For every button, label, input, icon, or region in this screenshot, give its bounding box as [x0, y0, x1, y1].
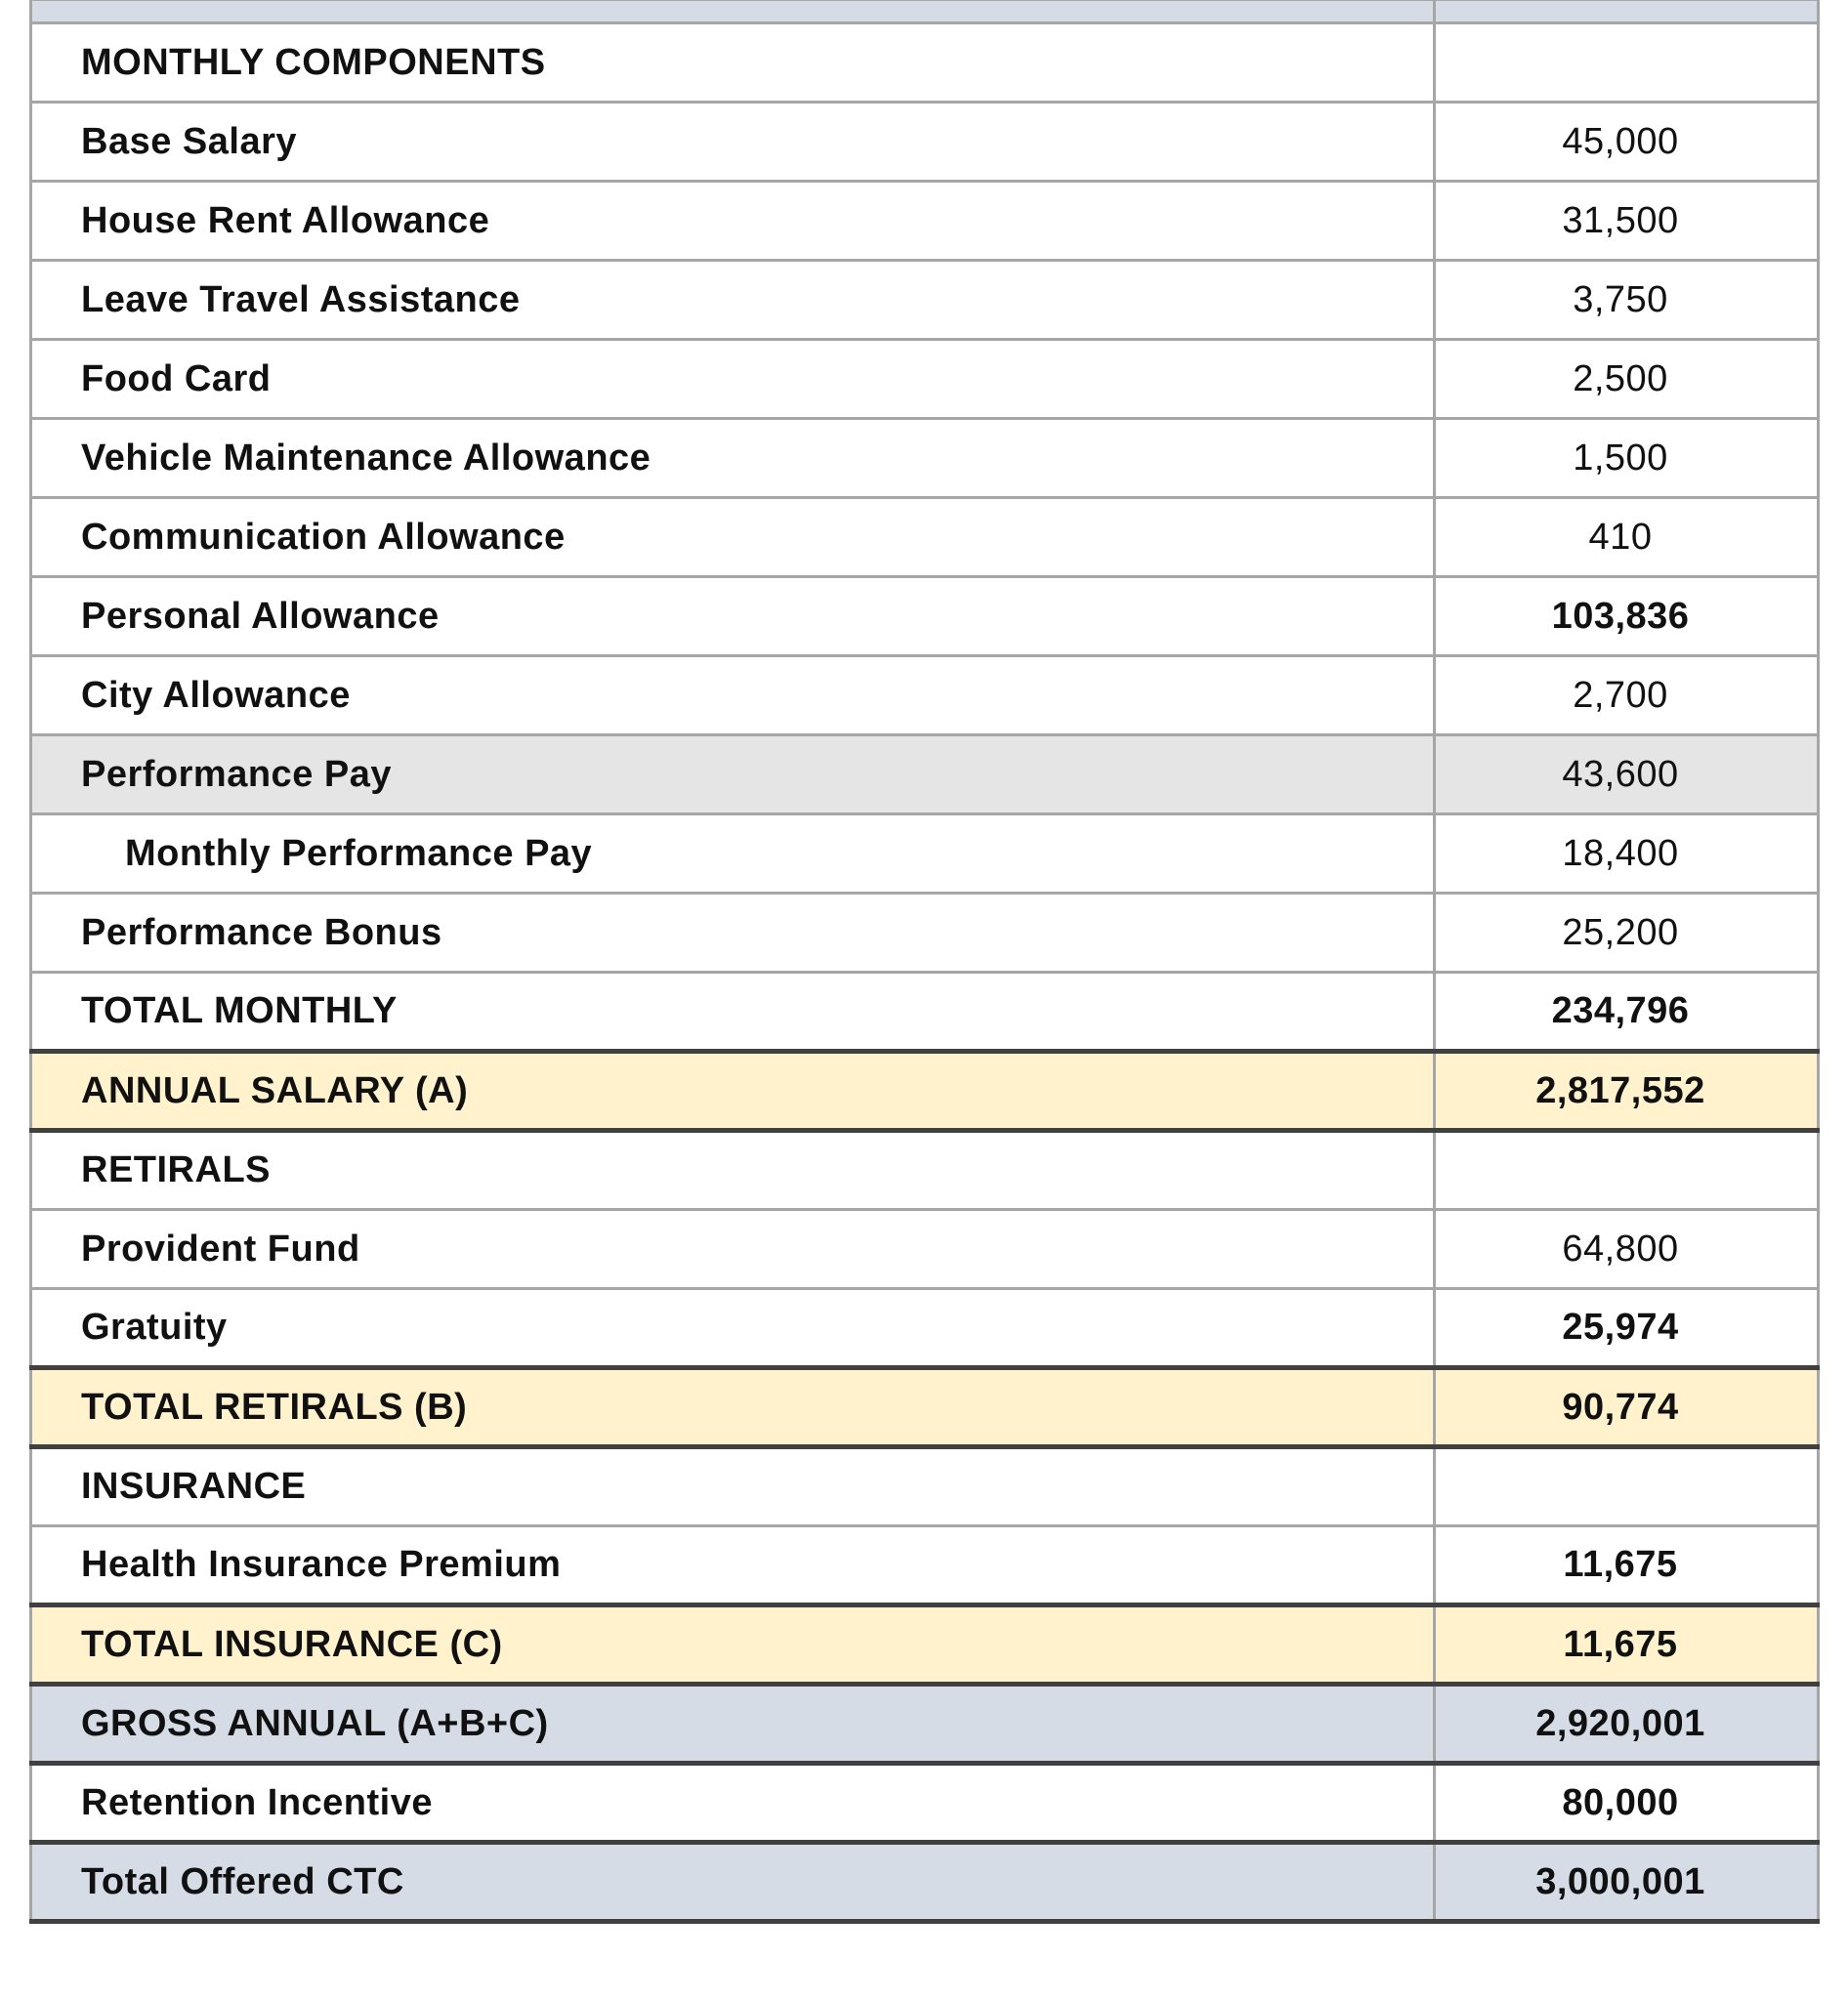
header-strip-cell[interactable] [1435, 0, 1819, 23]
table-row [31, 182, 1819, 261]
row-label-total-insurance[interactable]: TOTAL INSURANCE (C) [31, 1605, 1435, 1685]
subtotal-row-insurance [31, 1605, 1819, 1685]
table-row [31, 1210, 1819, 1289]
section-header-row [31, 1447, 1819, 1526]
row-value-annual-salary[interactable]: 2,817,552 [1435, 1052, 1819, 1131]
row-label-city-allowance[interactable]: City Allowance [31, 656, 1435, 735]
row-label-health-insurance[interactable]: Health Insurance Premium [31, 1526, 1435, 1605]
row-value-provident-fund[interactable]: 64,800 [1435, 1210, 1819, 1289]
table-row [31, 577, 1819, 656]
section-header-row [31, 1131, 1819, 1210]
row-label-annual-salary[interactable]: ANNUAL SALARY (A) [31, 1052, 1435, 1131]
row-label-total-offered-ctc[interactable]: Total Offered CTC [31, 1843, 1435, 1922]
section-header-row [31, 23, 1819, 103]
row-value-personal-allowance[interactable]: 103,836 [1435, 577, 1819, 656]
table-row [31, 261, 1819, 340]
row-value-gratuity[interactable]: 25,974 [1435, 1289, 1819, 1368]
row-value-health-insurance[interactable]: 11,675 [1435, 1526, 1819, 1605]
row-label-food-card[interactable]: Food Card [31, 340, 1435, 419]
row-label-hra[interactable]: House Rent Allowance [31, 182, 1435, 261]
section-header-retirals[interactable]: RETIRALS [31, 1131, 1435, 1210]
row-value-total-offered-ctc[interactable]: 3,000,001 [1435, 1843, 1819, 1922]
table-row [31, 1526, 1819, 1605]
table-row [31, 498, 1819, 577]
row-value-performance-bonus[interactable]: 25,200 [1435, 894, 1819, 973]
row-value-monthly-performance-pay[interactable]: 18,400 [1435, 814, 1819, 894]
table-row [31, 894, 1819, 973]
row-value-vehicle-allowance[interactable]: 1,500 [1435, 419, 1819, 498]
row-value-city-allowance[interactable]: 2,700 [1435, 656, 1819, 735]
subtotal-row-annual-salary [31, 1052, 1819, 1131]
row-label-communication-allowance[interactable]: Communication Allowance [31, 498, 1435, 577]
header-strip-cell[interactable] [31, 0, 1435, 23]
row-value-total-retirals[interactable]: 90,774 [1435, 1368, 1819, 1447]
table-row [31, 419, 1819, 498]
section-header-insurance[interactable]: INSURANCE [31, 1447, 1435, 1526]
empty-value-cell[interactable] [1435, 1447, 1819, 1526]
row-value-lta[interactable]: 3,750 [1435, 261, 1819, 340]
row-label-lta[interactable]: Leave Travel Assistance [31, 261, 1435, 340]
subtotal-row-retirals [31, 1368, 1819, 1447]
row-label-retention-incentive[interactable]: Retention Incentive [31, 1764, 1435, 1843]
empty-value-cell[interactable] [1435, 1131, 1819, 1210]
table-row [31, 103, 1819, 182]
total-row-offered-ctc [31, 1843, 1819, 1922]
empty-value-cell[interactable] [1435, 23, 1819, 103]
table-row-retention [31, 1764, 1819, 1843]
ctc-breakdown-table [29, 0, 1820, 1924]
row-label-total-monthly[interactable]: TOTAL MONTHLY [31, 973, 1435, 1052]
row-value-food-card[interactable]: 2,500 [1435, 340, 1819, 419]
row-value-total-monthly[interactable]: 234,796 [1435, 973, 1819, 1052]
table-row-total-monthly [31, 973, 1819, 1052]
row-value-gross-annual[interactable]: 2,920,001 [1435, 1685, 1819, 1764]
row-label-gratuity[interactable]: Gratuity [31, 1289, 1435, 1368]
row-label-performance-bonus[interactable]: Performance Bonus [31, 894, 1435, 973]
table-row [31, 656, 1819, 735]
section-header-monthly[interactable]: MONTHLY COMPONENTS [31, 23, 1435, 103]
row-label-personal-allowance[interactable]: Personal Allowance [31, 577, 1435, 656]
row-label-performance-pay[interactable]: Performance Pay [31, 735, 1435, 814]
row-value-communication-allowance[interactable]: 410 [1435, 498, 1819, 577]
row-label-total-retirals[interactable]: TOTAL RETIRALS (B) [31, 1368, 1435, 1447]
row-value-total-insurance[interactable]: 11,675 [1435, 1605, 1819, 1685]
header-strip-row [31, 0, 1819, 23]
row-value-hra[interactable]: 31,500 [1435, 182, 1819, 261]
total-row-gross-annual [31, 1685, 1819, 1764]
table-row [31, 1289, 1819, 1368]
row-label-base-salary[interactable]: Base Salary [31, 103, 1435, 182]
table-row-highlighted [31, 735, 1819, 814]
row-value-performance-pay[interactable]: 43,600 [1435, 735, 1819, 814]
row-label-vehicle-allowance[interactable]: Vehicle Maintenance Allowance [31, 419, 1435, 498]
row-label-gross-annual[interactable]: GROSS ANNUAL (A+B+C) [31, 1685, 1435, 1764]
row-label-monthly-performance-pay[interactable]: Monthly Performance Pay [31, 814, 1435, 894]
row-label-provident-fund[interactable]: Provident Fund [31, 1210, 1435, 1289]
row-value-retention-incentive[interactable]: 80,000 [1435, 1764, 1819, 1843]
row-value-base-salary[interactable]: 45,000 [1435, 103, 1819, 182]
table-row [31, 814, 1819, 894]
table-row [31, 340, 1819, 419]
